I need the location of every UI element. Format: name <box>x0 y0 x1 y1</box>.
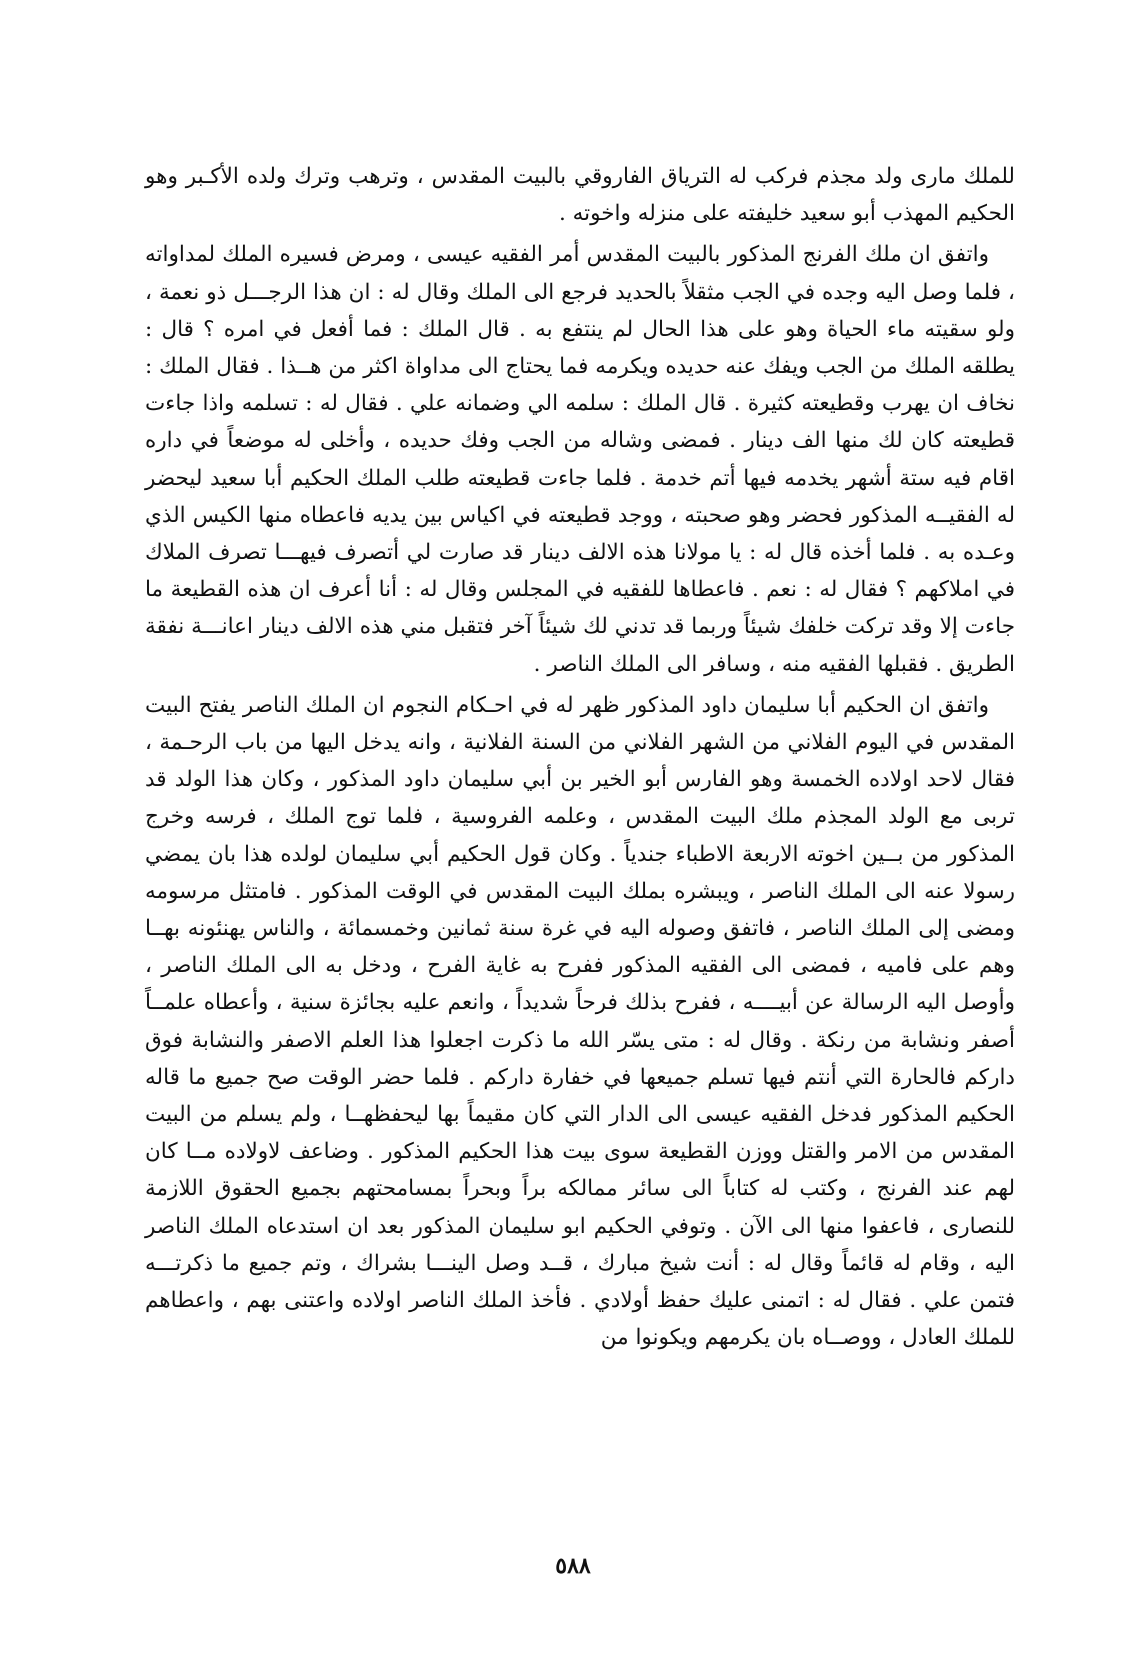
paragraph-3: واتفق ان الحكيم أبا سليمان داود المذكور ظهر له في احـكام النجوم ان الملك الناصر يفتح البيت المقدس في اليوم الفلاني من الشهر الفلاني من السنة الفلانية ، وانه يدخل اليها من باب الرحـمة ، فقال لاحد اولاده الخمسة وهو الفارس أبو الخير بن أبي سليمان داود المذكور ، وكان هذا الولد قد تربى مع الولد المجذم ملك البيت المقدس ، وعلمه الفروسية ، فلما توج الملك ، فرسه وخرج المذكور من بــين اخوته الاربعة الاطباء جندياً . وكان قول الحكيم أبي سليمان لولده هذا بان يمضي رسولا عنه الى الملك الناصر ، ويبشره بملك البيت المقدس في الوقت المذكور . فامتثل مرسومه ومضى إلى الملك الناصر ، فاتفق وصوله اليه في غرة سنة ثمانين وخمسمائة ، والناس يهنئونه بهــا وهم على فاميه ، فمضى الى الفقيه المذكور ففرح به غاية الفرح ، ودخل به الى الملك الناصر ، وأوصل اليه الرسالة عن أبيــــه ، ففرح بذلك فرحاً شديداً ، وانعم عليه بجائزة سنية ، وأعطاه علمــاً أصفر ونشابة من رنكة . وقال له : متى يسّر الله ما ذكرت اجعلوا هذا العلم الاصفر والنشابة فوق داركم فالحارة التي أنتم فيها تسلم جميعها في خفارة داركم . فلما حضر الوقت صح جميع ما قاله الحكيم المذكور فدخل الفقيه عيسى الى الدار التي كان مقيماً بها ليحفظهــا ، ولم يسلم من البيت المقدس من الامر والقتل ووزن القطيعة سوى بيت هذا الحكيم المذكور . وضاعف لاولاده مــا كان لهم عند الفرنج ، وكتب له كتاباً الى سائر ممالكه براً وبحراً بمسامحتهم بجميع الحقوق اللازمة للنصارى ، فاعفوا منها الى الآن . وتوفي الحكيم ابو سليمان المذكور بعد ان استدعاه الملك الناصر اليه ، وقام له قائماً وقال له : أنت شيخ مبارك ، قــد وصل الينـــا بشراك ، وتم جميع ما ذكرتـــه فتمن علي . فقال له : اتمنى عليك حفظ أولادي . فأخذ الملك الناصر اولاده واعتنى بهم ، واعطاهم للملك العادل ، ووصــاه بان يكرمهم ويكونوا من <box>145 692 1015 1351</box>
body-text <box>145 158 1015 1357</box>
paragraph-2: واتفق ان ملك الفرنج المذكور بالبيت المقدس أمر الفقيه عيسى ، ومرض فسيره الملك لمداواته ، فلما وصل اليه وجده في الجب مثقلاً بالحديد فرجع الى الملك وقال له : ان هذا الرجـــل ذو نعمة ، ولو سقيته ماء الحياة وهو على هذا الحال لم ينتفع به . قال الملك : فما أفعل في امره ؟ قال : يطلقه الملك من الجب ويفك عنه حديده ويكرمه فما يحتاج الى مداواة اكثر من هــذا . فقال الملك : نخاف ان يهرب وقطيعته كثيرة . قال الملك : سلمه الي وضمانه علي . فقال له : تسلمه واذا جاءت قطيعته كان لك منها الف دينار . فمضى وشاله من الجب وفك حديده ، وأخلى له موضعاً في داره اقام فيه ستة أشهر يخدمه فيها أتم خدمة . فلما جاءت قطيعته طلب الملك الحكيم أبا سعيد ليحضر له الفقيــه المذكور فحضر وهو صحبته ، ووجد قطيعته في اكياس بين يديه فاعطاه منها الكيس الذي وعـده به . فلما أخذه قال له : يا مولانا هذه الالف دينار قد صارت لي أتصرف فيهـــا تصرف الملاك في املاكهم ؟ فقال له : نعم . فاعطاها للفقيه في المجلس وقال له : أنا أعرف ان هذه القطيعة ما جاءت إلا وقد تركت خلفك شيئاً وربما قد تدني لك شيئاً آخر فتقبل مني هذه الالف دينار اعانـــة نفقة الطريق . فقبلها الفقيه منه ، وسافر الى الملك الناصر . <box>145 242 1015 677</box>
paragraph-1: للملك مارى ولد مجذم فركب له الترياق الفاروقي بالبيت المقدس ، وترهب وترك ولده الأكـبر وهو الحكيم المهذب أبو سعيد خليفته على منزله واخوته . <box>145 164 1015 227</box>
page-number: ٥٨٨ <box>555 1553 591 1579</box>
